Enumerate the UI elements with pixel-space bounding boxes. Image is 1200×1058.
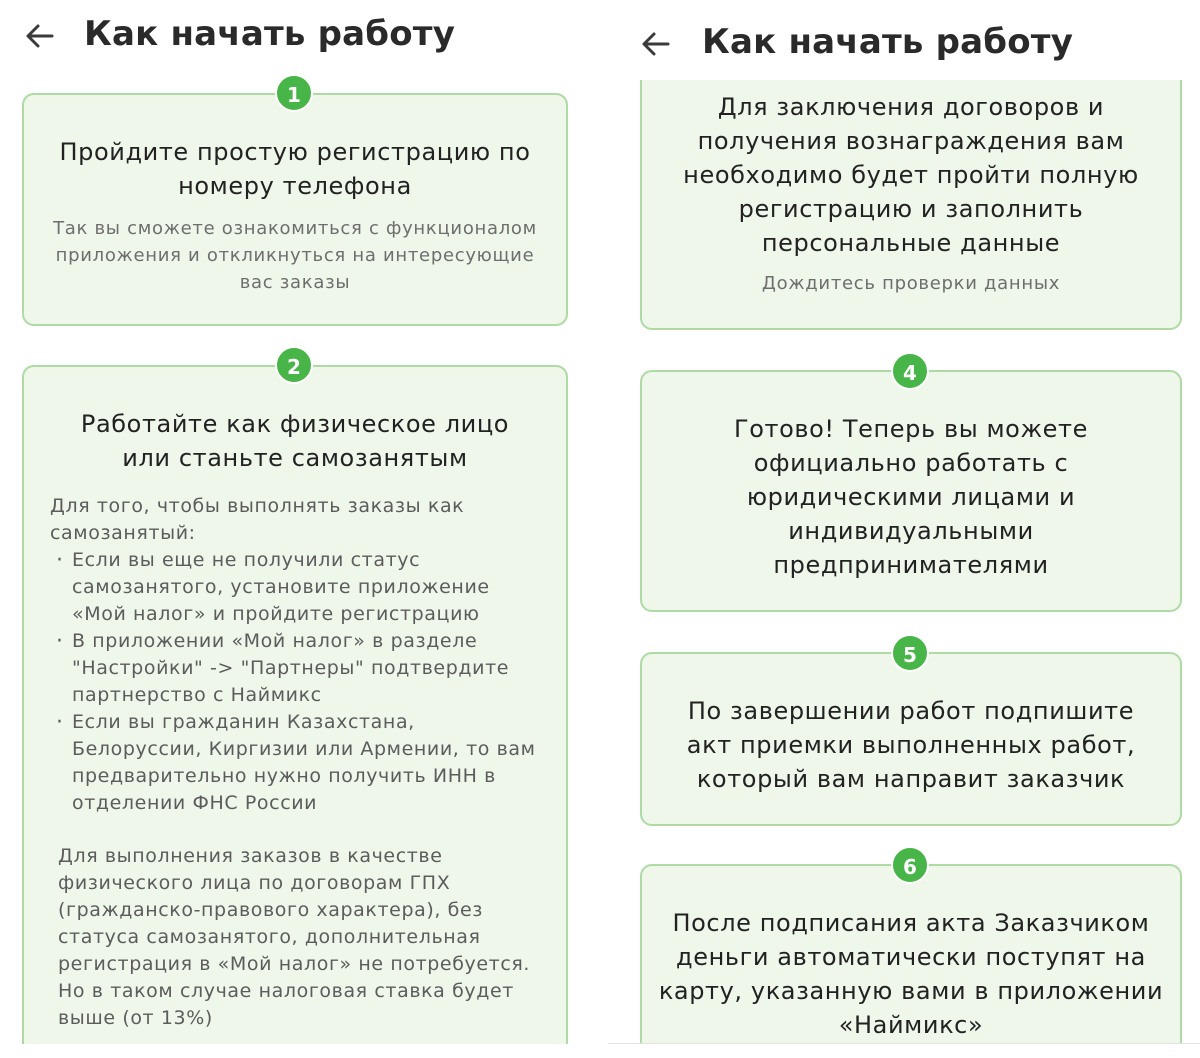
step-subtitle: Дождитесь проверки данных xyxy=(761,273,1061,294)
step-title: Пройдите простую регистрацию по номеру телефона xyxy=(59,138,531,200)
screen-left xyxy=(0,0,592,1044)
page-title: Как начать работу xyxy=(84,14,456,54)
page-title: Как начать работу xyxy=(702,22,1074,62)
step-subtitle: Так вы сможете ознакомиться с функционалом приложения и откликнуться на интересующие вас заказы xyxy=(53,218,537,293)
step-number-badge: 6 xyxy=(891,846,929,884)
back-button[interactable] xyxy=(18,14,62,58)
step-card-1 xyxy=(22,93,568,326)
step-number-badge: 5 xyxy=(891,634,929,672)
list-item: · В приложении «Мой налог» в разделе "Настройки" -> "Партнеры" подтвердите партнерство с Наймикс xyxy=(50,628,540,709)
step-card-2 xyxy=(22,365,568,1044)
back-button[interactable] xyxy=(634,22,678,66)
step-title: Работайте как физическое лицо или станьте самозанятым xyxy=(80,410,510,472)
requirements-list xyxy=(50,547,540,817)
step-number-badge: 4 xyxy=(891,352,929,390)
app-header xyxy=(0,0,592,80)
bottom-divider xyxy=(608,1043,1200,1044)
step-number-badge: 1 xyxy=(275,74,313,112)
arrow-left-icon xyxy=(634,22,678,66)
arrow-left-icon xyxy=(18,14,62,58)
step-note: Для выполнения заказов в качестве физического лица по договорам ГПХ (гражданско-правового характера), без статуса самозанятого, дополнительная регистрация в «Мой налог» не потребуется. Но в таком случае налоговая ставка будет выше (от 13%) xyxy=(58,845,531,1029)
list-item: · Если вы еще не получили статус самозанятого, установите приложение «Мой налог» и пройдите регистрацию xyxy=(50,547,540,628)
step-title: Для заключения договоров и получения вознаграждения вам необходимо будет пройти полную регистрацию и заполнить персональные данные xyxy=(683,93,1139,257)
step-card-5 xyxy=(640,652,1182,826)
step-number-badge: 2 xyxy=(275,346,313,384)
app-header xyxy=(608,0,1200,80)
list-item: · Если вы гражданин Казахстана, Белоруссии, Киргизии или Армении, то вам предварительно нужно получить ИНН в отделении ФНС России xyxy=(50,709,540,817)
step-description xyxy=(50,493,540,1032)
step-title: После подписания акта Заказчиком деньги автоматически поступят на карту, указанную вами в приложении «Наймикс» xyxy=(658,909,1164,1039)
screen-right xyxy=(608,0,1200,1044)
step-title: По завершении работ подпишите акт приемки выполненных работ, который вам направит заказчик xyxy=(686,697,1136,793)
step-card-4 xyxy=(640,370,1182,612)
step-card-6 xyxy=(640,864,1182,1044)
step-card-3 xyxy=(640,80,1182,330)
step-title: Готово! Теперь вы можете официально работать с юридическими лицами и индивидуальными предпринимателями xyxy=(734,415,1088,579)
step-intro: Для того, чтобы выполнять заказы как самозанятый: xyxy=(50,495,465,544)
